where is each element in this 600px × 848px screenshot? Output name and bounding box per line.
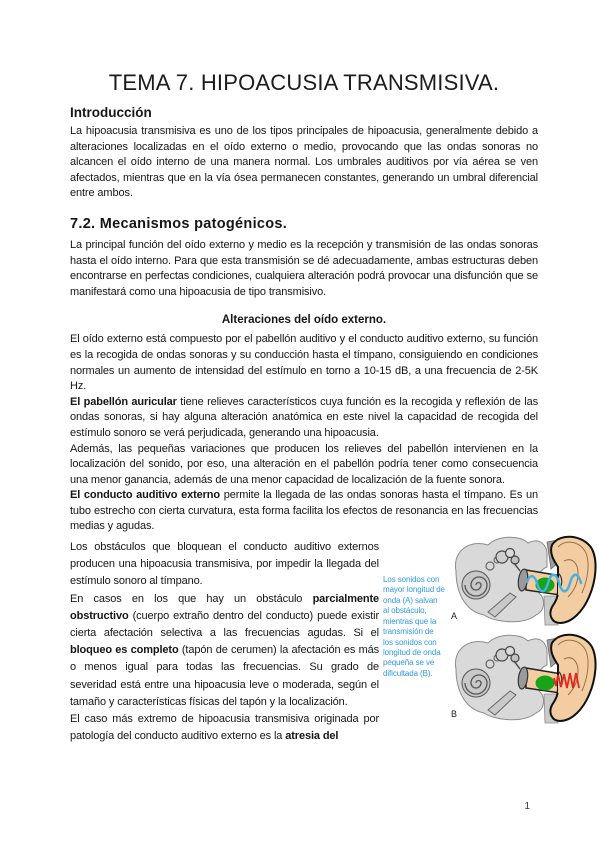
wrap-section	[70, 539, 538, 753]
mecanismos-heading: 7.2. Mecanismos patogénicos.	[70, 215, 288, 232]
paragraph-relieves-localizacion: Además, las pequeñas variaciones que producen los relieves del pabellón intervienen en la localización del sonido, por eso, una alteración en el pabellón podría tener como consecuencia una menor ganancia, además de una menor capacidad de localización de la fuente sonora.	[70, 442, 538, 486]
figure-images	[448, 533, 598, 729]
figure-label-b: B	[451, 709, 458, 720]
paragraph-pabellon-auricular: El pabellón auricular tiene relieves característicos cuya función es la recogida y reflexión de las ondas sonoras, si hay alguna alteración anatómica en este nivel la capacidad de recogida del estímulo sonoro se verá perjudicada, generando una hipoacusia.	[70, 395, 538, 439]
wrap-text-column	[70, 539, 379, 745]
ear-cross-section-image-b	[448, 631, 598, 729]
mecanismos-paragraph: La principal función del oído externo y medio es la recepción y transmisión de las ondas sonoras hasta el oído interno. Para que esta transmisión se dé adecuadamente, ambas estructuras deben encontrarse en perfectas condiciones, cualquiera alteración podrá provocar una disfunción que se manifestará como una hipoacusia de tipo transmisivo.	[70, 238, 538, 298]
page-content	[70, 70, 538, 753]
ear-figure	[383, 533, 600, 729]
intro-paragraph: La hipoacusia transmisiva es uno de los tipos principales de hipoacusia, generalmente debido a alteraciones localizadas en el oído externo o medio, provocando que las ondas sonoras no alcancen el oído interno de una manera normal. Los umbrales auditivos por vía aérea se ven afectados, mientras que en la vía ósea permanecen constantes, generando un umbral diferencial entre ambos.	[70, 125, 538, 200]
paragraph-conducto-auditivo: El conducto auditivo externo permite la llegada de las ondas sonoras hasta el tímpano. Es un tubo estrecho con cierta curvatura, esta forma facilita los efectos de resonancia en las frecuencias medias y agudas.	[70, 489, 538, 533]
page-number: 1	[524, 801, 530, 812]
paragraph-atresia: El caso más extremo de hipoacusia transmisiva originada por patología del conducto auditivo externo es la atresia del	[70, 713, 379, 743]
figure-caption: Los sonidos con mayor longitud de onda (A) salvan al obstáculo, mientras que la transmisión de los sonidos con longitud de onda pequeña se ve dificultada (B).	[383, 575, 445, 678]
intro-heading: Introducción	[70, 105, 152, 120]
paragraph-oido-externo: El oído externo está compuesto por el pabellón auditivo y el conducto auditivo externo, su función es la recogida de ondas sonoras y su conducción hasta el tímpano, consiguiendo en condiciones normales un aumento de intensidad del estímulo en torno a 10-15 dB, a una frecuencia de 2-5K Hz.	[70, 333, 538, 393]
paragraph-obstructivo: En casos en los que hay un obstáculo parcialmente obstructivo (cuerpo extraño dentro del conducto) puede existir cierta afectación selectiva a las frecuencias agudas. Si el bloqueo es completo (tapón de cerumen) la afectación es más o menos igual para todas las frecuencias. Su grado de severidad está entre una hipoacusia leve o moderada, según el tamaño y características físicas del tapón y la localización.	[70, 592, 379, 708]
figure-label-a: A	[451, 611, 458, 622]
paragraph-obstaculos: Los obstáculos que bloquean el conducto auditivo externos producen una hipoacusia transmisiva, por impedir la llegada del estímulo sonoro al tímpano.	[70, 541, 379, 588]
ear-diagram-b	[448, 631, 598, 729]
page-title: TEMA 7. HIPOACUSIA TRANSMISIVA.	[108, 70, 500, 95]
ear-diagram-a	[448, 533, 598, 631]
alteraciones-heading: Alteraciones del oído externo.	[221, 314, 387, 327]
ear-cross-section-image-a	[448, 533, 598, 631]
